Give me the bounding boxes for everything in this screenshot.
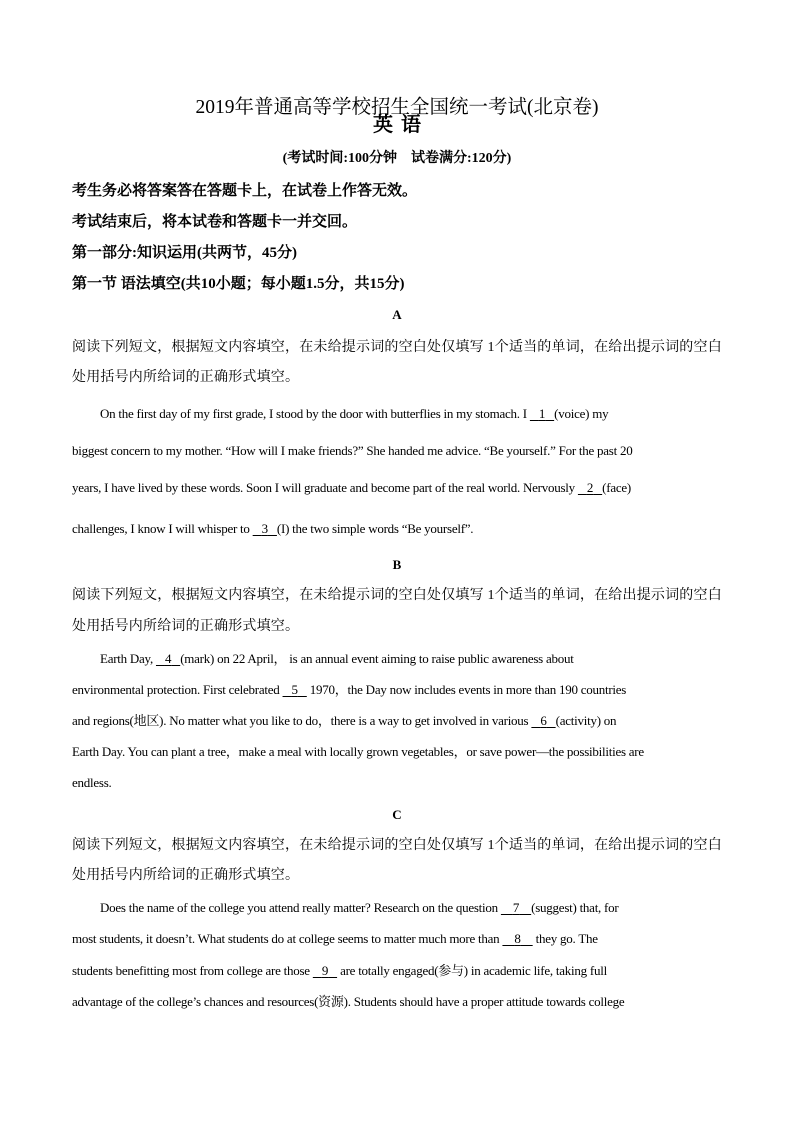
passage-b-label: B: [392, 557, 402, 572]
passage-b-line: [100, 650, 574, 668]
text: challenges, I know I will whisper to: [72, 521, 253, 536]
passage-b-line: endless.: [72, 775, 112, 790]
text: environmental protection. First celebrated: [72, 682, 283, 697]
passage-b-instruction-line2: 处用括号内所给词的正确形式填空。: [72, 619, 300, 634]
blank-6: 6: [540, 713, 547, 728]
passage-a-line: biggest concern to my mother. “How will I make friends?” She handed me advice. “Be yourself.” For the past 20: [72, 443, 633, 458]
exam-time-score: (考试时间:100分钟 试卷满分:120分): [282, 151, 512, 166]
text: years, I have lived by these words. Soon I will graduate and become part of the real world. Nervously: [72, 480, 578, 495]
passage-c-line: [72, 930, 598, 948]
text: (activity) on: [555, 713, 617, 728]
text: (voice) my: [554, 406, 609, 421]
blank-8: 8: [514, 931, 521, 946]
blank-5: 5: [291, 682, 298, 697]
passage-a-instruction-line1: 阅读下列短文，根据短文内容填空，在未给提示词的空白处仅填写 1个适当的单词，在给出提示词的空白: [72, 340, 722, 355]
notice-answer-card: 考生务必将答案答在答题卡上，在试卷上作答无效。: [72, 183, 418, 199]
section-title: 第一节 语法填空(共10小题；每小题1.5分，共15分): [72, 276, 405, 292]
text: most students, it doesn’t. What students do at college seems to matter much more than: [72, 931, 503, 946]
passage-c-instruction-line2: 处用括号内所给词的正确形式填空。: [72, 868, 300, 883]
passage-b-line: [72, 681, 626, 699]
passage-c-line: [72, 962, 607, 980]
passage-a-label: A: [392, 307, 402, 322]
passage-b-instruction-line1: 阅读下列短文，根据短文内容填空，在未给提示词的空白处仅填写 1个适当的单词，在给出提示词的空白: [72, 588, 722, 603]
passage-a-line: [100, 405, 608, 423]
text: 1970，the Day now includes events in more than 190 countries: [306, 682, 627, 697]
part-title: 第一部分:知识运用(共两节，45分): [72, 245, 297, 261]
blank-7: 7: [512, 900, 520, 915]
text: and regions(地区). No matter what you like to do，there is a way to get involved in various: [72, 713, 532, 728]
passage-a-instruction-line2: 处用括号内所给词的正确形式填空。: [72, 370, 300, 385]
text: students benefitting most from college are those: [72, 963, 313, 978]
passage-b-line: [72, 712, 616, 730]
blank-2: 2: [586, 480, 594, 495]
text: (face): [602, 480, 631, 495]
passage-c-line: advantage of the college’s chances and resources(资源). Students should have a proper attitude towards college: [72, 994, 625, 1009]
passage-c-label: C: [392, 807, 402, 822]
text: (mark) on 22 April， is an annual event aiming to raise public awareness about: [180, 651, 574, 666]
passage-c-line: [100, 899, 618, 917]
blank-9: 9: [321, 963, 329, 978]
exam-title: 2019年普通高等学校招生全国统一考试(北京卷): [195, 97, 599, 118]
passage-a-line: [72, 479, 631, 497]
text: Earth Day,: [100, 651, 156, 666]
text: (I) the two simple words “Be yourself”.: [276, 521, 474, 536]
text: (suggest) that, for: [531, 900, 619, 915]
text: On the first day of my first grade, I stood by the door with butterflies in my stomach. I: [100, 406, 530, 421]
passage-c-instruction-line1: 阅读下列短文，根据短文内容填空，在未给提示词的空白处仅填写 1个适当的单词，在给出提示词的空白: [72, 838, 722, 853]
passage-a-line: [72, 520, 473, 538]
passage-b-line: Earth Day. You can plant a tree，make a meal with locally grown vegetables，or save power—the possibilities are: [72, 744, 644, 759]
subject-heading: 英语: [373, 114, 429, 136]
notice-hand-in: 考试结束后，将本试卷和答题卡一并交回。: [72, 214, 358, 230]
blank-4: 4: [164, 651, 172, 666]
text: Does the name of the college you attend really matter? Research on the question: [100, 900, 501, 915]
text: are totally engaged(参与) in academic life, taking full: [337, 963, 607, 978]
blank-1: 1: [538, 406, 546, 421]
blank-3: 3: [261, 521, 268, 536]
text: they go. The: [532, 931, 598, 946]
